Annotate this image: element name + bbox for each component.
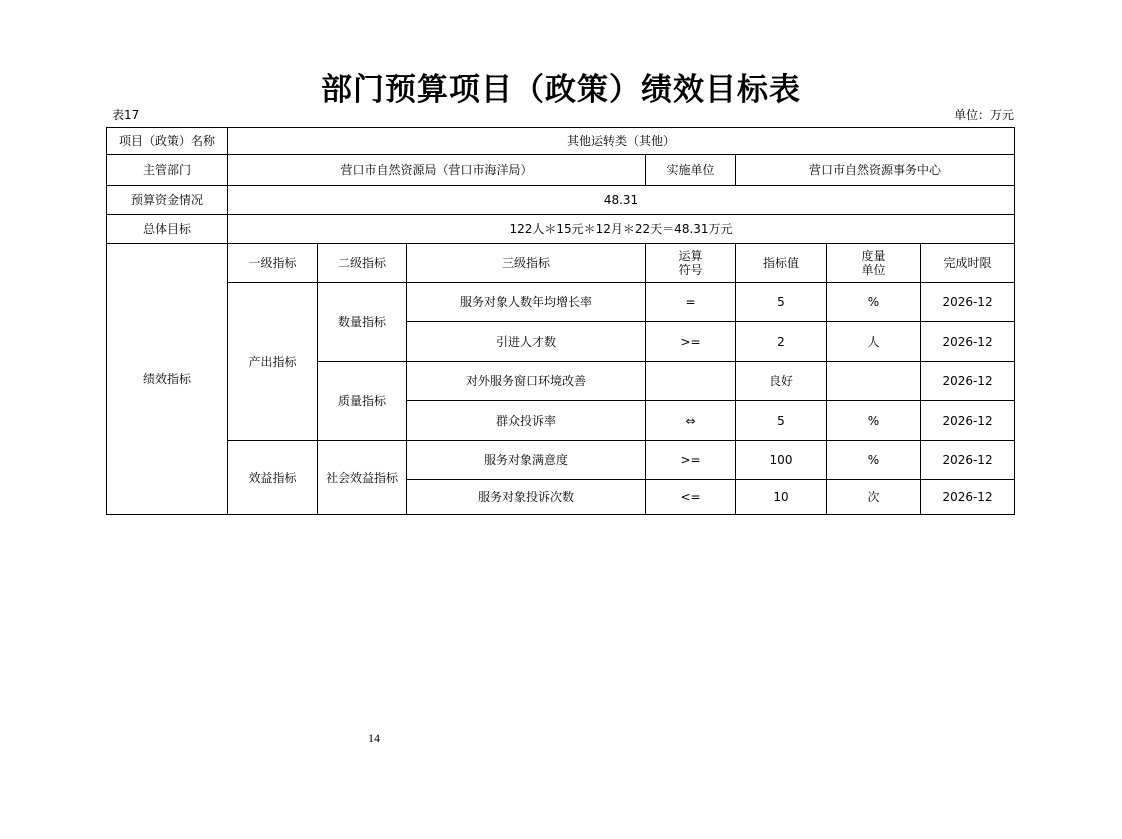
header-unit-line2: 单位 xyxy=(861,263,886,277)
department-row xyxy=(107,155,1015,186)
indicator-deadline: 2026-12 xyxy=(921,362,1015,401)
budget-label: 预算资金情况 xyxy=(107,186,228,215)
indicator-unit: 次 xyxy=(827,480,921,515)
indicator-deadline: 2026-12 xyxy=(921,401,1015,441)
group-output: 产出指标 xyxy=(228,283,318,441)
indicator-name: 引进人才数 xyxy=(407,322,646,362)
header-level2: 二级指标 xyxy=(318,244,407,283)
page-number: 14 xyxy=(368,731,380,745)
group-benefit: 效益指标 xyxy=(228,441,318,515)
indicator-name: 服务对象满意度 xyxy=(407,441,646,480)
implementing-unit-value: 营口市自然资源事务中心 xyxy=(736,155,1015,186)
overall-goal-label: 总体目标 xyxy=(107,215,228,244)
implementing-unit-label: 实施单位 xyxy=(646,155,736,186)
header-level1: 一级指标 xyxy=(228,244,318,283)
indicator-unit: 人 xyxy=(827,322,921,362)
budget-row xyxy=(107,186,1015,215)
indicator-value: 良好 xyxy=(736,362,827,401)
indicator-deadline: 2026-12 xyxy=(921,322,1015,362)
header-operator xyxy=(646,244,736,283)
project-name-value: 其他运转类（其他） xyxy=(228,128,1015,155)
header-deadline: 完成时限 xyxy=(921,244,1015,283)
indicator-header-row xyxy=(107,244,1015,283)
indicator-operator: = xyxy=(646,283,736,322)
indicator-operator: >= xyxy=(646,441,736,480)
indicator-deadline: 2026-12 xyxy=(921,441,1015,480)
indicator-name: 群众投诉率 xyxy=(407,401,646,441)
budget-value: 48.31 xyxy=(228,186,1015,215)
header-operator-line1: 运算 xyxy=(678,249,703,263)
indicator-unit: % xyxy=(827,401,921,441)
performance-indicator-label: 绩效指标 xyxy=(107,244,228,515)
project-name-row xyxy=(107,128,1015,155)
indicator-operator: <= xyxy=(646,480,736,515)
page-title: 部门预算项目（政策）绩效目标表 xyxy=(321,72,801,108)
overall-goal-row xyxy=(107,215,1015,244)
indicator-value: 10 xyxy=(736,480,827,515)
indicator-value: 5 xyxy=(736,401,827,441)
indicator-operator: ⇔ xyxy=(646,401,736,441)
header-value: 指标值 xyxy=(736,244,827,283)
indicator-name: 对外服务窗口环境改善 xyxy=(407,362,646,401)
indicator-name: 服务对象人数年均增长率 xyxy=(407,283,646,322)
group-quality: 质量指标 xyxy=(318,362,407,441)
indicator-value: 5 xyxy=(736,283,827,322)
indicator-unit: % xyxy=(827,441,921,480)
header-unit-line1: 度量 xyxy=(861,249,886,263)
indicator-deadline: 2026-12 xyxy=(921,283,1015,322)
unit-label: 单位：万元 xyxy=(953,108,1014,122)
table-row xyxy=(107,441,1015,480)
indicator-operator xyxy=(646,362,736,401)
performance-table xyxy=(106,127,1015,515)
indicator-operator: >= xyxy=(646,322,736,362)
overall-goal-value: 122人＊15元＊12月＊22天＝48.31万元 xyxy=(228,215,1015,244)
header-operator-line2: 符号 xyxy=(678,263,703,277)
project-name-label: 项目（政策）名称 xyxy=(107,128,228,155)
table-number: 表17 xyxy=(112,108,140,122)
header-level3: 三级指标 xyxy=(407,244,646,283)
header-unit xyxy=(827,244,921,283)
indicator-unit: % xyxy=(827,283,921,322)
department-label: 主管部门 xyxy=(107,155,228,186)
indicator-unit xyxy=(827,362,921,401)
department-value: 营口市自然资源局（营口市海洋局） xyxy=(228,155,646,186)
group-quantity: 数量指标 xyxy=(318,283,407,362)
indicator-value: 2 xyxy=(736,322,827,362)
indicator-value: 100 xyxy=(736,441,827,480)
table-row xyxy=(107,283,1015,322)
group-social: 社会效益指标 xyxy=(318,441,407,515)
indicator-deadline: 2026-12 xyxy=(921,480,1015,515)
indicator-name: 服务对象投诉次数 xyxy=(407,480,646,515)
